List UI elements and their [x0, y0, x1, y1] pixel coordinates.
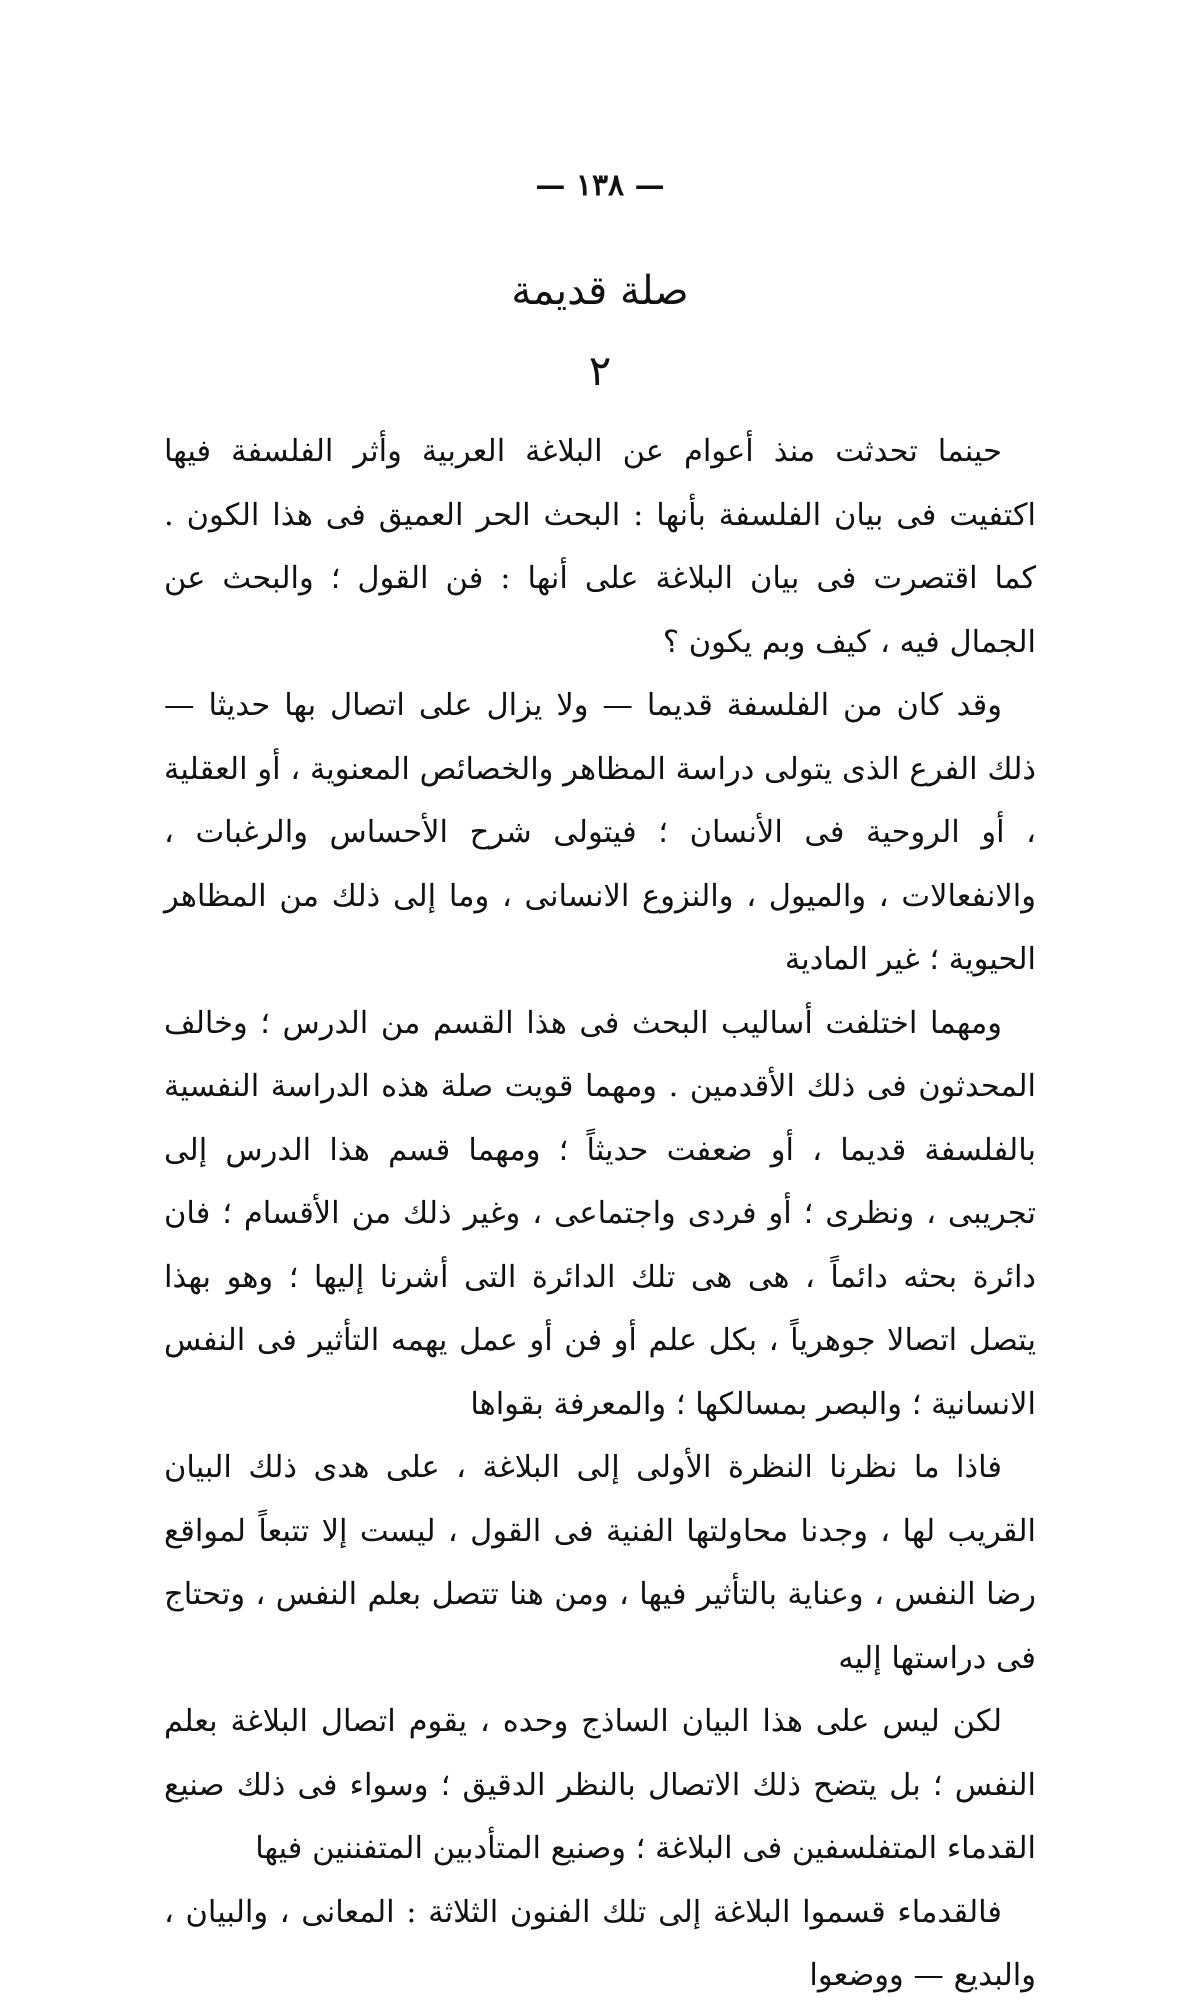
paragraph-2: وقد كان من الفلسفة قديما — ولا يزال على اتصال بها حديثا — ذلك الفرع الذى يتولى دراسة المظاهر والخصائص المعنوية ، أو العقلية ، أو الروحية فى الأنسان ؛ فيتولى شرح الأحساس والرغبات ، والانفعالات ، والميول ، والنزوع الانسانى ، وما إلى ذلك من المظاهر الحيوية ؛ غير المادية: [164, 688, 1036, 977]
paragraph-1: حينما تحدثت منذ أعوام عن البلاغة العربية وأثر الفلسفة فيها اكتفيت فى بيان الفلسفة بأنها : البحث الحر العميق فى هذا الكون . كما اقتصرت فى بيان البلاغة على أنها : فن القول ؛ والبحث عن الجمال فيه ، كيف وبم يكون ؟: [164, 434, 1036, 660]
body-text: [164, 420, 1036, 2008]
page-number: — ١٣٨ —: [535, 168, 665, 203]
chapter-title: صلة قديمة: [511, 268, 689, 314]
paragraph-6: فالقدماء قسموا البلاغة إلى تلك الفنون الثلاثة : المعانى ، والبيان ، والبديع — ووضعوا: [164, 1894, 1036, 1993]
chapter-part-number: ٢: [588, 346, 612, 395]
paragraph-3: ومهما اختلفت أساليب البحث فى هذا القسم من الدرس ؛ وخالف المحدثون فى ذلك الأقدمين . ومهما قويت صلة هذه الدراسة النفسية بالفلسفة قديما ، أو ضعفت حديثاً ؛ ومهما قسم هذا الدرس إلى تجريبى ، ونظرى ؛ أو فردى واجتماعى ، وغير ذلك من الأقسام ؛ فان دائرة بحثه دائماً ، هى هى تلك الدائرة التى أشرنا إليها ؛ وهو بهذا يتصل اتصالا جوهرياً ، بكل علم أو فن أو عمل يهمه التأثير فى النفس الانسانية ؛ والبصر بمسالكها ؛ والمعرفة بقواها: [164, 1005, 1036, 1422]
paragraph-4: فاذا ما نظرنا النظرة الأولى إلى البلاغة ، على هدى ذلك البيان القريب لها ، وجدنا محاولتها الفنية فى القول ، ليست إلا تتبعاً لمواقع رضا النفس ، وعناية بالتأثير فيها ، ومن هنا تتصل بعلم النفس ، وتحتاج فى دراستها إليه: [164, 1450, 1036, 1676]
paragraph-5: لكن ليس على هذا البيان الساذج وحده ، يقوم اتصال البلاغة بعلم النفس ؛ بل يتضح ذلك الاتصال بالنظر الدقيق ؛ وسواء فى ذلك صنيع القدماء المتفلسفين فى البلاغة ؛ وصنيع المتأدبين المتفننين فيها: [164, 1704, 1036, 1866]
